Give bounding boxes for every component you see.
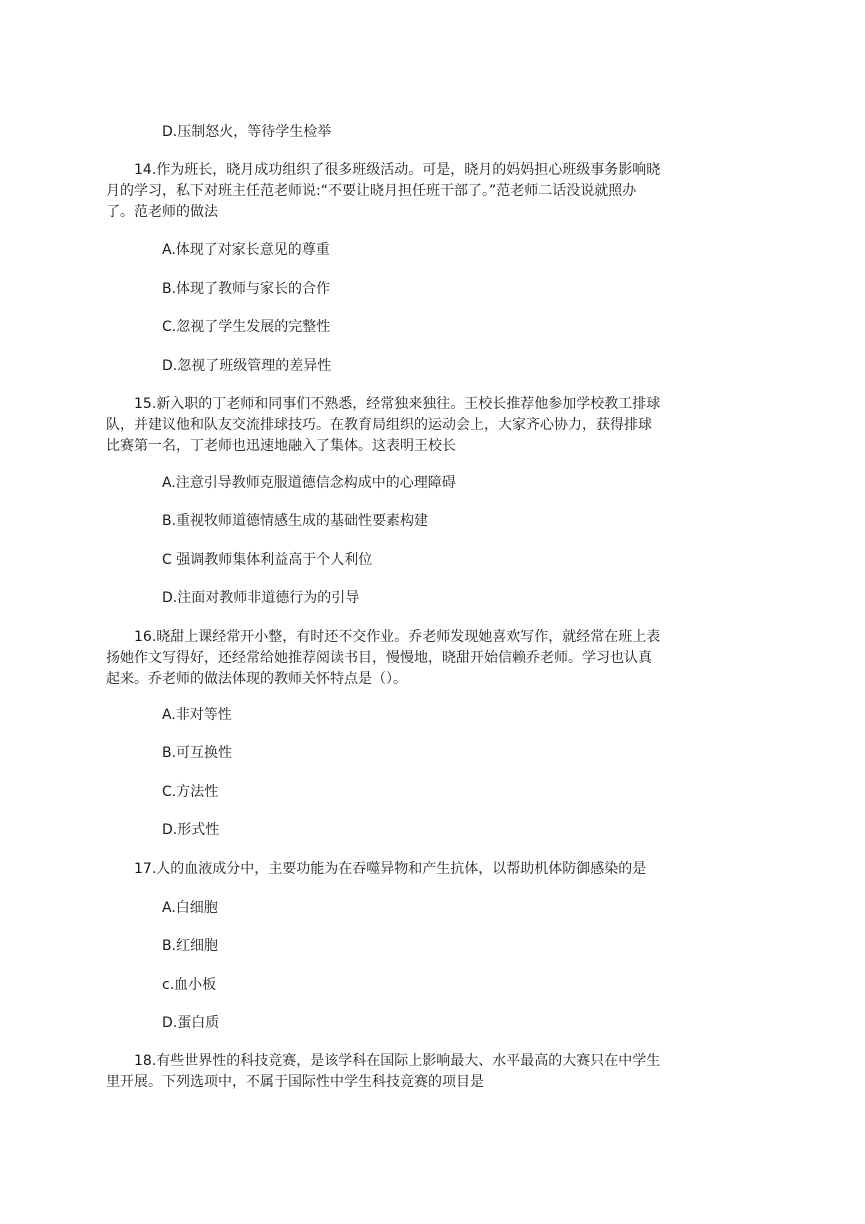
- question-14-line-2: 月的学习，私下对班主任范老师说:“不要让晓月担任班干部了。”范老师二话没说就照办: [106, 183, 637, 199]
- question-18-line-2: 里开展。下列选项中，不属于国际性中学生科技竞赛的项目是: [106, 1074, 484, 1090]
- option-15-b: B.重视牧师道德情感生成的基础性要素构建: [162, 513, 429, 529]
- question-14-line-1: 14.作为班长，晓月成功组织了很多班级活动。可是，晓月的妈妈担心班级事务影响晓: [134, 162, 661, 178]
- question-16: [106, 627, 734, 690]
- option-14-b: B.体现了教师与家长的合作: [162, 281, 331, 297]
- option-14-d: D.忽视了班级管理的差异性: [162, 358, 332, 374]
- question-18: [106, 1051, 734, 1093]
- option-17-b: B.红细胞: [162, 938, 219, 954]
- question-15: [106, 394, 734, 457]
- option-15-a: A.注意引导教师克服道德信念构成中的心理障碍: [162, 475, 456, 491]
- question-17: [134, 859, 734, 880]
- question-15-line-2: 队，并建议他和队友交流排球技巧。在教育局组织的运动会上，大家齐心协力，获得排球: [106, 417, 652, 433]
- option-16-b: B.可互换性: [162, 745, 233, 761]
- option-14-c: C.忽视了学生发展的完整性: [162, 319, 331, 335]
- question-18-line-1: 18.有些世界性的科技竞赛，是该学科在国际上影响最大、水平最高的大赛只在中学生: [134, 1053, 661, 1069]
- option-17-a: A.白细胞: [162, 900, 218, 916]
- question-16-line-1: 16.晓甜上课经常开小整，有时还不交作业。乔老师发现她喜欢写作，就经常在班上表: [134, 629, 661, 645]
- question-17-line-1: 17.人的血液成分中，主要功能为在吞噬异物和产生抗体，以帮助机体防御感染的是: [134, 861, 647, 877]
- option-16-d: D.形式性: [162, 822, 220, 838]
- question-14-line-3: 了。范老师的做法: [106, 204, 218, 220]
- question-14: [106, 160, 734, 223]
- option-14-a: A.体现了对家长意见的尊重: [162, 242, 330, 258]
- option-15-c: C 强调教师集体利益高于个人利位: [162, 552, 373, 568]
- option-17-d: D.蛋白质: [162, 1015, 220, 1031]
- option-17-c: c.血小板: [162, 977, 217, 993]
- option-16-c: C.方法性: [162, 784, 219, 800]
- option-13-d: D.压制怒火，等待学生检举: [162, 124, 332, 140]
- option-15-d: D.注面对教师非道德行为的引导: [162, 590, 360, 606]
- question-15-line-1: 15.新入职的丁老师和同事们不熟悉，经常独来独往。王校长推荐他参加学校教工排球: [134, 396, 661, 412]
- question-15-line-3: 比赛第一名，丁老师也迅速地融入了集体。这表明王校长: [106, 438, 456, 454]
- question-16-line-2: 扬她作文写得好，还经常给她推荐阅读书目，慢慢地，晓甜开始信赖乔老师。学习也认真: [106, 650, 652, 666]
- question-16-line-3: 起来。乔老师的做法体现的教师关怀特点是（）。: [106, 671, 407, 687]
- option-16-a: A.非对等性: [162, 707, 232, 723]
